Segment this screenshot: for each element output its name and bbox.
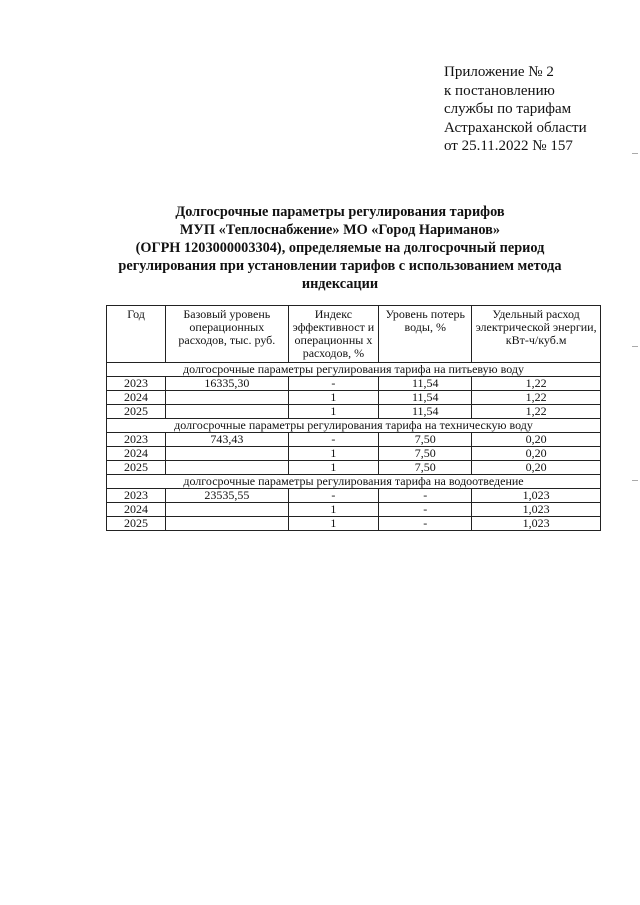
table-row xyxy=(107,461,601,475)
section-title: долгосрочные параметры регулирования тарифа на техническую воду xyxy=(107,419,601,433)
title-line: Долгосрочные параметры регулирования тарифов xyxy=(175,204,505,220)
cell-water-loss: 11,54 xyxy=(379,377,472,391)
table-row xyxy=(107,405,601,419)
cell-base-opex xyxy=(166,503,288,517)
header-efficiency-index: Индекс эффективност и операционны х расходов, % xyxy=(288,306,379,363)
cell-water-loss: 7,50 xyxy=(379,447,472,461)
table-row xyxy=(107,489,601,503)
cell-year: 2023 xyxy=(107,433,166,447)
cell-water-loss: - xyxy=(379,503,472,517)
table-row xyxy=(107,447,601,461)
cell-efficiency-index: 1 xyxy=(288,517,379,531)
section-title: долгосрочные параметры регулирования тарифа на водоотведение xyxy=(107,475,601,489)
cell-efficiency-index: - xyxy=(288,433,379,447)
cell-base-opex xyxy=(166,517,288,531)
cell-energy-consumption: 1,023 xyxy=(472,489,601,503)
cell-water-loss: - xyxy=(379,489,472,503)
cell-energy-consumption: 1,22 xyxy=(472,405,601,419)
table-row xyxy=(107,517,601,531)
cell-water-loss: 7,50 xyxy=(379,461,472,475)
cell-efficiency-index: 1 xyxy=(288,391,379,405)
appendix-line: Приложение № 2 xyxy=(444,64,554,80)
document-title xyxy=(100,203,580,293)
scan-artifact xyxy=(632,153,638,154)
appendix-line: к постановлению xyxy=(444,82,555,99)
cell-efficiency-index: - xyxy=(288,489,379,503)
cell-year: 2024 xyxy=(107,447,166,461)
title-line: индексации xyxy=(301,276,379,292)
table-row xyxy=(107,503,601,517)
title-line: МУП «Теплоснабжение» МО «Город Нариманов» xyxy=(179,222,501,238)
table-header-row xyxy=(107,306,601,363)
table-row xyxy=(107,391,601,405)
scan-artifact xyxy=(632,480,638,481)
appendix-line: службы по тарифам xyxy=(444,101,572,117)
section-row xyxy=(107,363,601,377)
appendix-block xyxy=(444,63,587,156)
section-title: долгосрочные параметры регулирования тарифа на питьевую воду xyxy=(107,363,601,377)
cell-energy-consumption: 0,20 xyxy=(472,447,601,461)
cell-energy-consumption: 1,22 xyxy=(472,391,601,405)
appendix-line: от 25.11.2022 № 157 xyxy=(444,138,573,154)
cell-energy-consumption: 1,023 xyxy=(472,503,601,517)
header-year: Год xyxy=(107,306,166,363)
cell-year: 2025 xyxy=(107,461,166,475)
cell-base-opex xyxy=(166,461,288,475)
header-energy-consumption: Удельный расход электрической энергии, кВт-ч/куб.м xyxy=(472,306,601,363)
table-body xyxy=(107,363,601,531)
cell-efficiency-index: 1 xyxy=(288,461,379,475)
appendix-line: Астраханской области xyxy=(444,119,587,136)
cell-year: 2023 xyxy=(107,489,166,503)
cell-base-opex xyxy=(166,405,288,419)
cell-energy-consumption: 1,22 xyxy=(472,377,601,391)
cell-base-opex: 23535,55 xyxy=(166,489,288,503)
cell-energy-consumption: 0,20 xyxy=(472,433,601,447)
table-row xyxy=(107,433,601,447)
title-line: регулирования при установлении тарифов с использованием метода xyxy=(118,258,562,274)
cell-efficiency-index: 1 xyxy=(288,447,379,461)
cell-year: 2024 xyxy=(107,391,166,405)
cell-water-loss: 11,54 xyxy=(379,391,472,405)
table-row xyxy=(107,377,601,391)
cell-water-loss: - xyxy=(379,517,472,531)
header-water-loss: Уровень потерь воды, % xyxy=(379,306,472,363)
cell-base-opex: 743,43 xyxy=(166,433,288,447)
cell-efficiency-index: 1 xyxy=(288,503,379,517)
cell-water-loss: 7,50 xyxy=(379,433,472,447)
cell-efficiency-index: - xyxy=(288,377,379,391)
section-row xyxy=(107,419,601,433)
cell-base-opex: 16335,30 xyxy=(166,377,288,391)
header-base-opex: Базовый уровень операционных расходов, тыс. руб. xyxy=(166,306,288,363)
cell-year: 2023 xyxy=(107,377,166,391)
section-row xyxy=(107,475,601,489)
cell-base-opex xyxy=(166,447,288,461)
cell-year: 2025 xyxy=(107,517,166,531)
cell-energy-consumption: 0,20 xyxy=(472,461,601,475)
cell-water-loss: 11,54 xyxy=(379,405,472,419)
cell-year: 2025 xyxy=(107,405,166,419)
cell-year: 2024 xyxy=(107,503,166,517)
title-line: (ОГРН 1203000003304), определяемые на долгосрочный период xyxy=(135,240,545,256)
scan-artifact xyxy=(632,346,638,347)
cell-base-opex xyxy=(166,391,288,405)
cell-efficiency-index: 1 xyxy=(288,405,379,419)
cell-energy-consumption: 1,023 xyxy=(472,517,601,531)
parameters-table xyxy=(106,305,601,531)
